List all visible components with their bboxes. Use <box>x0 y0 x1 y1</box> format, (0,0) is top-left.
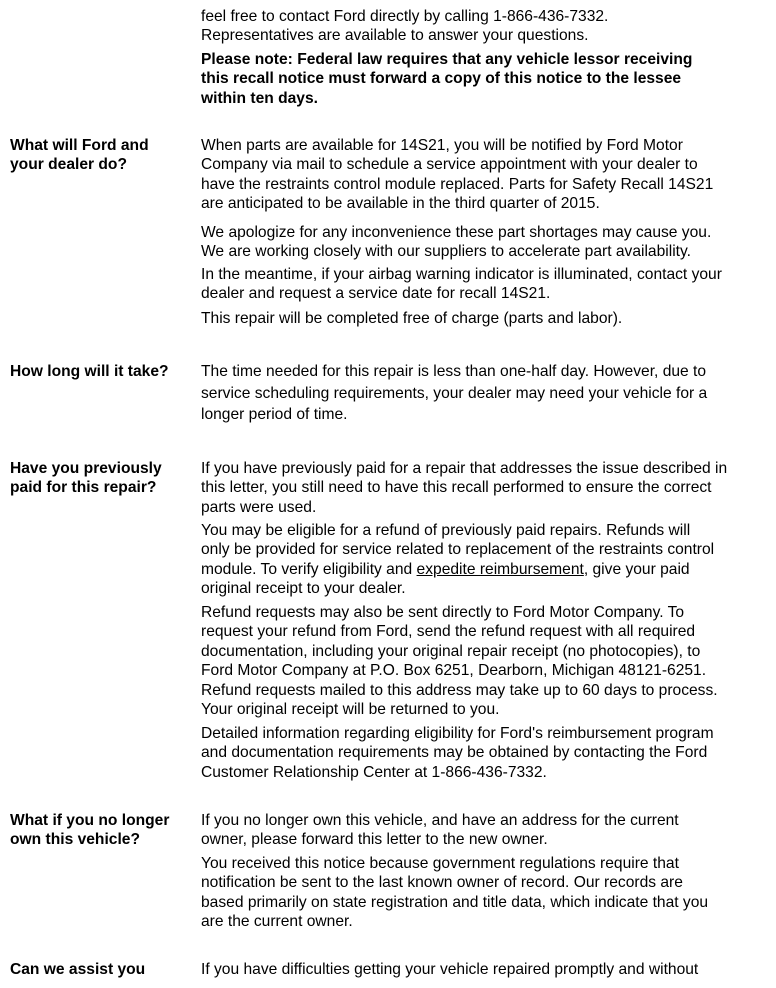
question-duration: How long will it take? <box>10 363 169 380</box>
dealer-paragraph-3: In the meantime, if your airbag warning indicator is illuminated, contact your dealer and request a service date for recall 14S21. <box>201 266 722 303</box>
assist-paragraph-1: If you have difficulties getting your vehicle repaired promptly and without <box>201 961 699 978</box>
dealer-paragraph-2: We apologize for any inconvenience these part shortages may cause you. We are working closely with our suppliers to accelerate part availability. <box>201 224 712 261</box>
paid-paragraph-3: Refund requests may also be sent directly to Ford Motor Company. To request your refund from Ford, send the refund request with all required documentation, including your original repair receipt (no photocopies), to Ford Motor Company at P.O. Box 6251, Dearborn, Michigan 48121-6251. Refund requests mailed to this address may take up to 60 days to process. Your original receipt will be returned to you. <box>201 604 718 719</box>
intro-line-2: Representatives are available to answer your questions. <box>201 27 589 44</box>
question-dealer: What will Ford and your dealer do? <box>10 137 149 174</box>
duration-paragraph-1: The time needed for this repair is less than one-half day. However, due to service scheduling requirements, your dealer may need your vehicle for a longer period of time. <box>201 363 708 423</box>
expedite-reimbursement-text: expedite reimbursement <box>416 560 584 578</box>
question-assist: Can we assist you <box>10 961 146 978</box>
question-paid: Have you previously paid for this repair? <box>10 460 162 497</box>
owner-paragraph-2: You received this notice because government regulations require that notification be sent to the last known owner of record. Our records are based primarily on state registration and title data, which indicate that you are the current owner. <box>201 855 709 931</box>
owner-paragraph-1: If you no longer own this vehicle, and have an address for the current owner, please forward this letter to the new owner. <box>201 812 679 849</box>
paid-paragraph-2 <box>201 521 773 599</box>
question-owner: What if you no longer own this vehicle? <box>10 812 170 849</box>
paid-paragraph-4: Detailed information regarding eligibility for Ford's reimbursement program and documentation requirements may be obtained by contacting the Ford Customer Relationship Center at 1-866-436-7332. <box>201 725 714 781</box>
paid-paragraph-1: If you have previously paid for a repair that addresses the issue described in this letter, you still need to have this recall performed to ensure the correct parts were used. <box>201 460 728 516</box>
intro-line-1: feel free to contact Ford directly by calling 1-866-436-7332. <box>201 8 609 25</box>
dealer-paragraph-4: This repair will be completed free of charge (parts and labor). <box>201 310 623 327</box>
paid-paragraph-2-text-b: , give your paid original receipt to your dealer. <box>201 560 690 598</box>
dealer-paragraph-1: When parts are available for 14S21, you will be notified by Ford Motor Company via mail to schedule a service appointment with your dealer to have the restraints control module replaced. Parts for Safety Recall 14S21 are anticipated to be available in the third quarter of 2015. <box>201 137 714 213</box>
lessor-note: Please note: Federal law requires that any vehicle lessor receiving this recall notice must forward a copy of this notice to the lessee within ten days. <box>201 51 693 107</box>
paid-paragraph-2-text-a: You may be eligible for a refund of previously paid repairs. Refunds will only be provided for service related to replacement of the restraints control module. To verify eligibility and <box>201 522 715 578</box>
